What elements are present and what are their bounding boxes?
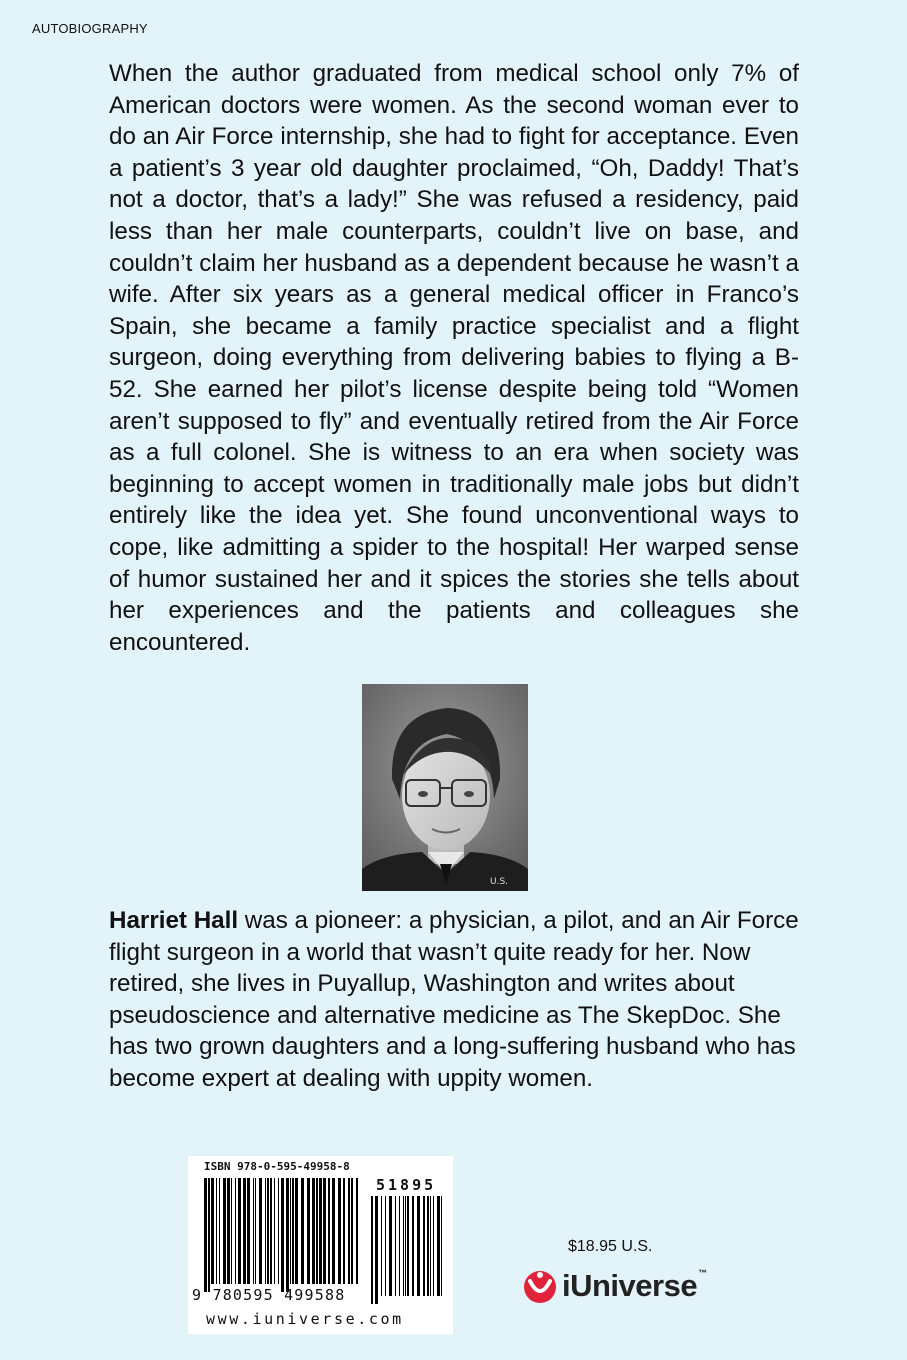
barcode-bar [351,1178,353,1284]
barcode-bar [389,1196,392,1296]
barcode-bar [259,1178,262,1284]
barcode-bar [307,1178,310,1284]
barcode-bar [319,1178,322,1284]
barcode-block [188,1156,453,1334]
author-portrait-image [362,684,528,891]
barcode-bar [278,1178,279,1284]
barcode-bar [343,1178,345,1284]
author-name: Harriet Hall [109,907,239,934]
barcode-bar [295,1178,298,1284]
barcode-bar [211,1178,214,1284]
barcode-bar [208,1178,210,1292]
barcode-bar [227,1178,230,1284]
barcode-bar [441,1196,442,1296]
barcode-bar [437,1196,440,1296]
barcode-bar [247,1178,250,1284]
barcode-bar [371,1196,373,1304]
barcode-bar [328,1178,330,1284]
category-label: AUTOBIOGRAPHY [32,21,148,36]
barcode-bar [395,1196,396,1296]
barcode-bar [281,1178,284,1292]
barcode-bar [231,1178,232,1284]
barcode-bar [427,1196,429,1296]
barcode-bar [323,1178,326,1284]
price-label: $18.95 U.S. [568,1238,653,1255]
barcode-bar [433,1196,434,1296]
isbn-text: ISBN 978-0-595-49958-8 [204,1160,350,1173]
author-bio-text: was a pioneer: a physician, a pilot, and an Air Force flight surgeon in a world that wasn’t quite ready for her. Now retired, she lives in Puyallup, Washington and writes about pseudoscience and alternative medicine as The SkepDoc. She has two grown daughters and a long-suffering husband who has become expert at dealing with uppity women. [109,907,799,1092]
barcode-bar [265,1178,266,1284]
barcode-bar [290,1178,291,1284]
barcode-bar [216,1178,217,1284]
barcode-bar [385,1196,386,1296]
barcode-bar [223,1178,226,1284]
author-photo [362,684,528,891]
barcode-bar [338,1178,341,1284]
barcode-bar [417,1196,420,1296]
barcode-bar [332,1178,335,1284]
price-code: 51895 [376,1176,437,1194]
barcode-bar [316,1178,318,1284]
barcode-bar [219,1178,220,1284]
barcode-bar [274,1178,275,1284]
barcode-bar [253,1178,254,1284]
uniform-insignia: U.S. [490,877,509,887]
barcode-bar [356,1178,358,1284]
barcode-bar [407,1196,409,1296]
barcode-bar [412,1196,414,1296]
barcode-bar [301,1178,304,1284]
barcode-bar [255,1178,256,1284]
barcode-bar [312,1178,315,1284]
barcode-bar [381,1196,382,1296]
author-bio [109,905,803,1095]
barcode-bar [286,1178,289,1292]
iuniverse-logo-icon [522,1267,558,1305]
barcode-bar [405,1196,406,1296]
barcode-bar [399,1196,400,1296]
book-blurb: When the author graduated from medical school only 7% of American doctors were women. As the second woman ever to do an Air Force internship, she had to fight for acceptance. Even a patient’s 3 year old daughter proclaimed, “Oh, Daddy! That’s not a doctor, that’s a lady!” She was refused a residency, paid less than her male counterparts, couldn’t live on base, and couldn’t claim her husband as a dependent because he wasn’t a wife. After six years as a general medical officer in Franco’s Spain, she became a family practice specialist and a flight surgeon, doing everything from delivering babies to flying a B-52. She earned her pilot’s license despite being told “Women aren’t supposed to fly” and eventually retired from the Air Force as a full colonel. She is witness to an era when society was beginning to accept women in traditionally male jobs but didn’t entirely like the idea yet. She found unconventional ways to cope, like admitting a spider to the hospital! Her warped sense of humor sustained her and it spices the stories she tells about her experiences and the patients and colleagues she encountered. [109,60,799,656]
barcode-bar [403,1196,404,1296]
barcode-bar [204,1178,207,1292]
barcode-bar [348,1178,350,1284]
barcode-bar [267,1178,269,1284]
barcode-bar [270,1178,272,1284]
barcode-bar [375,1196,378,1304]
publisher-logo [522,1264,707,1308]
barcode-bar [292,1178,294,1284]
barcode-bar [238,1178,241,1284]
barcode-bar [430,1196,431,1296]
barcode-bar [235,1178,236,1284]
barcode-bar [243,1178,246,1284]
ean-barcode [188,1156,453,1334]
publisher-name: iUniverse™ [562,1268,707,1303]
ean-digits: 9 780595 499588 [192,1286,346,1304]
barcode-bar [423,1196,425,1296]
publisher-website: www.iuniverse.com [206,1310,404,1328]
